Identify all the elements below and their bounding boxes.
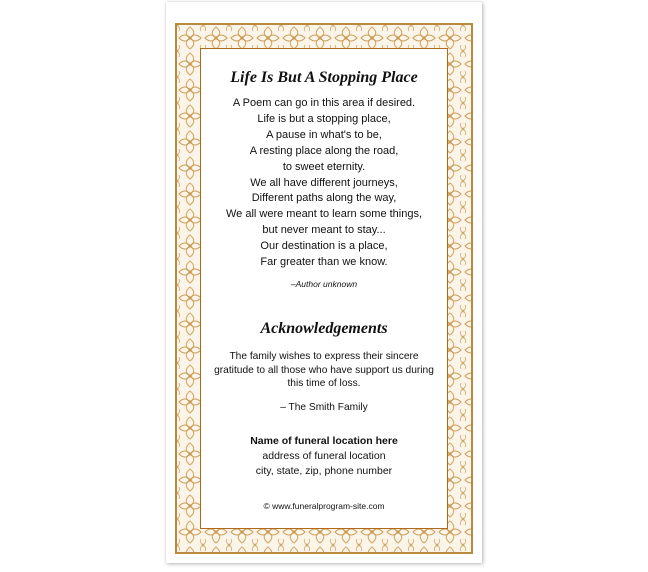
funeral-location-address <box>201 449 447 479</box>
website-credit: © www.funeralprogram-site.com <box>263 501 385 511</box>
acknowledgements-line: The family wishes to express their sincere <box>229 351 419 362</box>
poem-body <box>201 96 447 271</box>
acknowledgements-body <box>201 350 447 391</box>
acknowledgements-line: this time of loss. <box>287 378 361 390</box>
poem-line: Our destination is a place, <box>260 240 388 253</box>
program-page <box>166 2 482 563</box>
poem-title: Life Is But A Stopping Place <box>230 69 418 86</box>
content-panel <box>200 48 448 529</box>
poem-author: –Author unknown <box>290 279 358 289</box>
poem-line: A Poem can go in this area if desired. <box>232 97 416 109</box>
poem-line: We all were meant to learn some things, <box>225 208 423 221</box>
poem-line: A resting place along the road, <box>249 144 399 157</box>
poem-line: Different paths along the way, <box>251 192 397 205</box>
acknowledgements-line: gratitude to all those who have support us during <box>214 364 434 376</box>
poem-line: Far greater than we know. <box>260 256 388 269</box>
city-line: city, state, zip, phone number <box>255 465 393 477</box>
address-line: address of funeral location <box>262 450 386 462</box>
poem-line: A pause in what's to be, <box>266 128 382 141</box>
poem-line: but never meant to stay... <box>262 224 386 237</box>
acknowledgements-title: Acknowledgements <box>260 320 388 337</box>
poem-line: to sweet eternity. <box>282 160 366 173</box>
poem-line: We all have different journeys, <box>250 176 398 189</box>
poem-line: Life is but a stopping place, <box>257 112 391 125</box>
funeral-location-name: Name of funeral location here <box>250 435 398 447</box>
family-signature: – The Smith Family <box>280 402 368 413</box>
